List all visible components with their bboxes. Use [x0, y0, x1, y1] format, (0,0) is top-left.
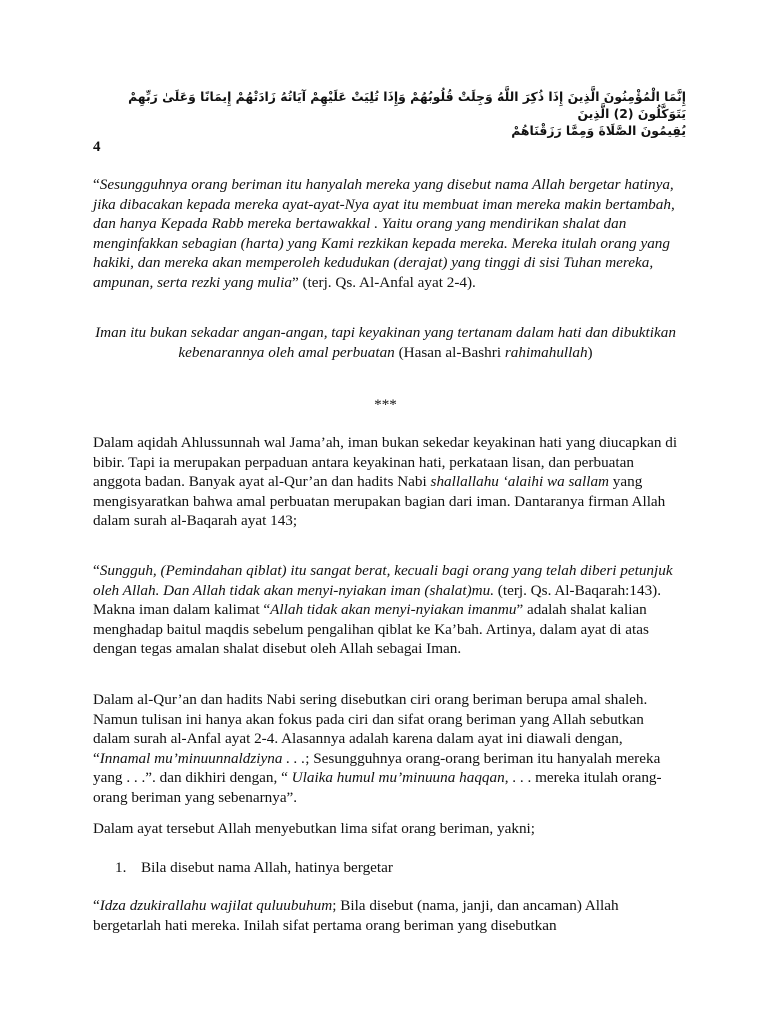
- quote-hasan-attribution: (Hasan al-Bashri: [394, 343, 505, 361]
- paragraph-aqidah-a: Dalam aqidah Ahlussunnah wal Jama’ah, iman bukan sekedar keyakinan hati yang diucapkan di bibir. Tapi ia merupakan perpaduan antara keyakinan hati, perkataan lisan, dan perbuatan anggota badan. Banyak ayat al-Qur’an dan hadits Nabi: [93, 434, 678, 491]
- quote-hasan: [93, 323, 678, 362]
- paragraph-ciri-arabic-1: Innamal mu’minuunnaldziyna . . .: [99, 749, 306, 767]
- paragraph-aqidah-honorific: shallallahu ‘alaihi wa sallam: [430, 473, 609, 491]
- arabic-verse-line-2: يُقِيمُونَ الصَّلَاةَ وَمِمَّا رَزَقْنَاهُمْ: [511, 123, 686, 138]
- paragraph-sifat-pertama-open: “: [93, 897, 100, 914]
- arabic-verse-line-1: إِنَّمَا الْمُؤْمِنُونَ الَّذِينَ إِذَا ذُكِرَ اللَّهُ وَجِلَتْ قُلُوبُهُمْ وَإِذَا تُلِيَتْ عَلَيْهِمْ آيَاتُهُ زَادَتْهُمْ إِيمَانًا وَعَلَىٰ رَبِّهِمْ يَتَوَكَّلُونَ (2) الَّذِينَ: [128, 89, 686, 121]
- quote-anfal-citation: ” (terj. Qs. Al-Anfal ayat 2-4).: [291, 273, 476, 291]
- paragraph-sifat-pertama-text: ; Bila disebut (nama, janji, dan ancaman) Allah bergetarlah hati mereka. Inilah sifat pertama orang beriman yang disebutkan: [93, 897, 619, 934]
- paragraph-aqidah: [93, 433, 678, 531]
- quote-hasan-text: Iman itu bukan sekadar angan-angan, tapi keyakinan yang tertanam dalam hati dan dibuktikan kebenarannya oleh amal perbuatan: [95, 324, 676, 361]
- paragraph-baqarah-open: “: [93, 562, 100, 579]
- paragraph-sifat-pertama: [93, 896, 678, 935]
- arabic-verse: [93, 88, 686, 139]
- quote-hasan-honorific: rahimahullah: [504, 343, 588, 361]
- paragraph-aqidah-b: yang mengisyaratkan bahwa amal perbuatan merupakan bagian dari iman. Dantaranya firman Allah dalam surah al-Baqarah ayat 143;: [93, 473, 666, 530]
- quote-hasan-close: ): [587, 343, 593, 361]
- list-item-number: 1.: [115, 859, 127, 876]
- paragraph-ciri-a: Dalam al-Qur’an dan hadits Nabi sering disebutkan ciri orang beriman berupa amal shaleh. Namun tulisan ini hanya akan fokus pada ciri dan sifat orang beriman yang Allah sebutkan dalam surah al-Anfal ayat 2-4. Alasannya adalah karena dalam ayat ini diawali dengan, “: [93, 691, 648, 767]
- paragraph-sifat-pertama-arabic: Idza dzukirallahu wajilat quluubuhum: [99, 897, 333, 914]
- paragraph-ciri: [93, 690, 678, 808]
- verse-number: 4: [93, 139, 101, 155]
- paragraph-ciri-arabic-2: Ulaika humul mu’minuuna haqqan: [291, 769, 505, 787]
- paragraph-baqarah-phrase: Allah tidak akan menyi-nyiakan imanmu: [270, 601, 517, 619]
- paragraph-baqarah: [93, 561, 678, 659]
- paragraph-baqarah-a: (terj. Qs. Al-Baqarah:143). Makna iman dalam kalimat “: [93, 581, 662, 619]
- quote-anfal: [93, 175, 678, 293]
- paragraph-lima-sifat: Dalam ayat tersebut Allah menyebutkan lima sifat orang beriman, yakni;: [93, 820, 535, 837]
- separator: ***: [374, 396, 397, 413]
- quote-open: “: [93, 176, 100, 193]
- list-item-text: Bila disebut nama Allah, hatinya bergetar: [141, 859, 393, 876]
- paragraph-baqarah-verse: Sungguh, (Pemindahan qiblat) itu sangat berat, kecuali bagi orang yang telah diberi petunjuk oleh Allah. Dan Allah tidak akan menyi-nyiakan iman (shalat)mu.: [93, 562, 673, 599]
- list-item: [93, 858, 678, 878]
- paragraph-baqarah-b: ” adalah shalat kalian menghadap baitul maqdis sebelum pengalihan qiblat ke Ka’bah. Artinya, dalam ayat di atas dengan tegas amalan shalat disebut oleh Allah sebagai Iman.: [93, 601, 649, 658]
- paragraph-ciri-b: ; Sesungguhnya orang-orang beriman itu hanyalah mereka yang . . .”. dan dikhiri dengan, “: [93, 749, 661, 787]
- quote-anfal-text: Sesungguhnya orang beriman itu hanyalah mereka yang disebut nama Allah bergetar hatinya, jika dibacakan kepada mereka ayat-ayat-Nya ayat itu membuat iman mereka makin bertambah, dan hanya Kepada Rabb mereka bertawakkal . Yaitu orang yang mendirikan shalat dan menginfakkan sebagian (harta) yang Kami rezkikan kepada mereka. Mereka itulah orang yang hakiki, dan mereka akan memperoleh kedudukan (derajat) yang tinggi di sisi Tuhan mereka, ampunan, serta rezki yang mulia: [93, 176, 675, 291]
- paragraph-ciri-c: , . . . mereka itulah orang-orang beriman yang sebenarnya”.: [93, 769, 662, 806]
